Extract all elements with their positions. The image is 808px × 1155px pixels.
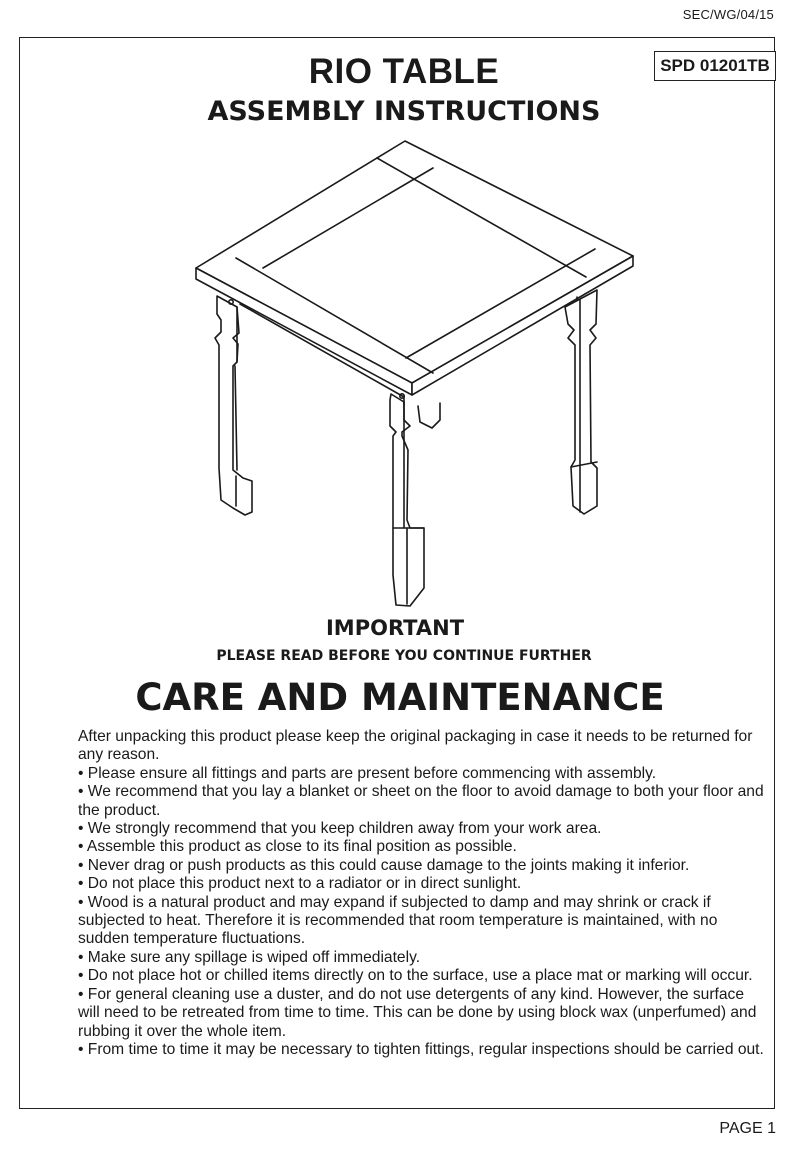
important-heading: IMPORTANT	[325, 616, 465, 640]
document-reference: SEC/WG/04/15	[682, 7, 774, 22]
care-paragraph: • Assemble this product as close to its final position as possible.	[78, 838, 517, 856]
care-paragraph: • Never drag or push products as this could cause damage to the joints making it inferior.	[78, 856, 690, 874]
care-paragraph: After unpacking this product please keep the original packaging in case it needs to be returned for any reason.	[78, 728, 753, 764]
document-subtitle: ASSEMBLY INSTRUCTIONS	[207, 96, 601, 127]
care-instructions	[78, 728, 768, 1059]
read-before-notice: PLEASE READ BEFORE YOU CONTINUE FURTHER	[216, 648, 592, 664]
front-leg	[390, 394, 424, 606]
care-paragraph: • Wood is a natural product and may expand if subjected to damp and may shrink or crack if subjected to heat. Therefore it is recommended that room temperature is maintained, with no sudden temperature fluctuations.	[78, 893, 718, 948]
product-title: RIO TABLE	[308, 52, 500, 91]
page-number: PAGE 1	[719, 1120, 776, 1137]
tabletop-surface	[196, 141, 633, 383]
care-paragraph: • Do not place hot or chilled items directly on to the surface, use a place mat or marking will occur.	[78, 967, 753, 985]
table-icon	[185, 138, 635, 620]
right-leg	[565, 290, 597, 514]
back-left-leg	[215, 296, 252, 515]
care-paragraph: • We strongly recommend that you keep children away from your work area.	[78, 820, 602, 838]
care-heading: CARE AND MAINTENANCE	[135, 676, 665, 719]
care-paragraph: • We recommend that you lay a blanket or sheet on the floor to avoid damage to both your floor and the product.	[78, 783, 764, 819]
care-paragraph: • Do not place this product next to a radiator or in direct sunlight.	[78, 875, 522, 893]
care-paragraph: • Make sure any spillage is wiped off immediately.	[78, 948, 421, 966]
care-paragraph: • From time to time it may be necessary to tighten fittings, regular inspections should be carried out.	[78, 1040, 764, 1058]
product-code-badge: SPD 01201TB	[654, 51, 776, 81]
care-paragraph: • Please ensure all fittings and parts are present before commencing with assembly.	[78, 764, 657, 782]
care-paragraph: • For general cleaning use a duster, and do not use detergents of any kind. However, the surface will need to be retreated from time to time. This can be done by using block wax (unperfumed) and rubbing it over the whole item.	[78, 985, 757, 1040]
